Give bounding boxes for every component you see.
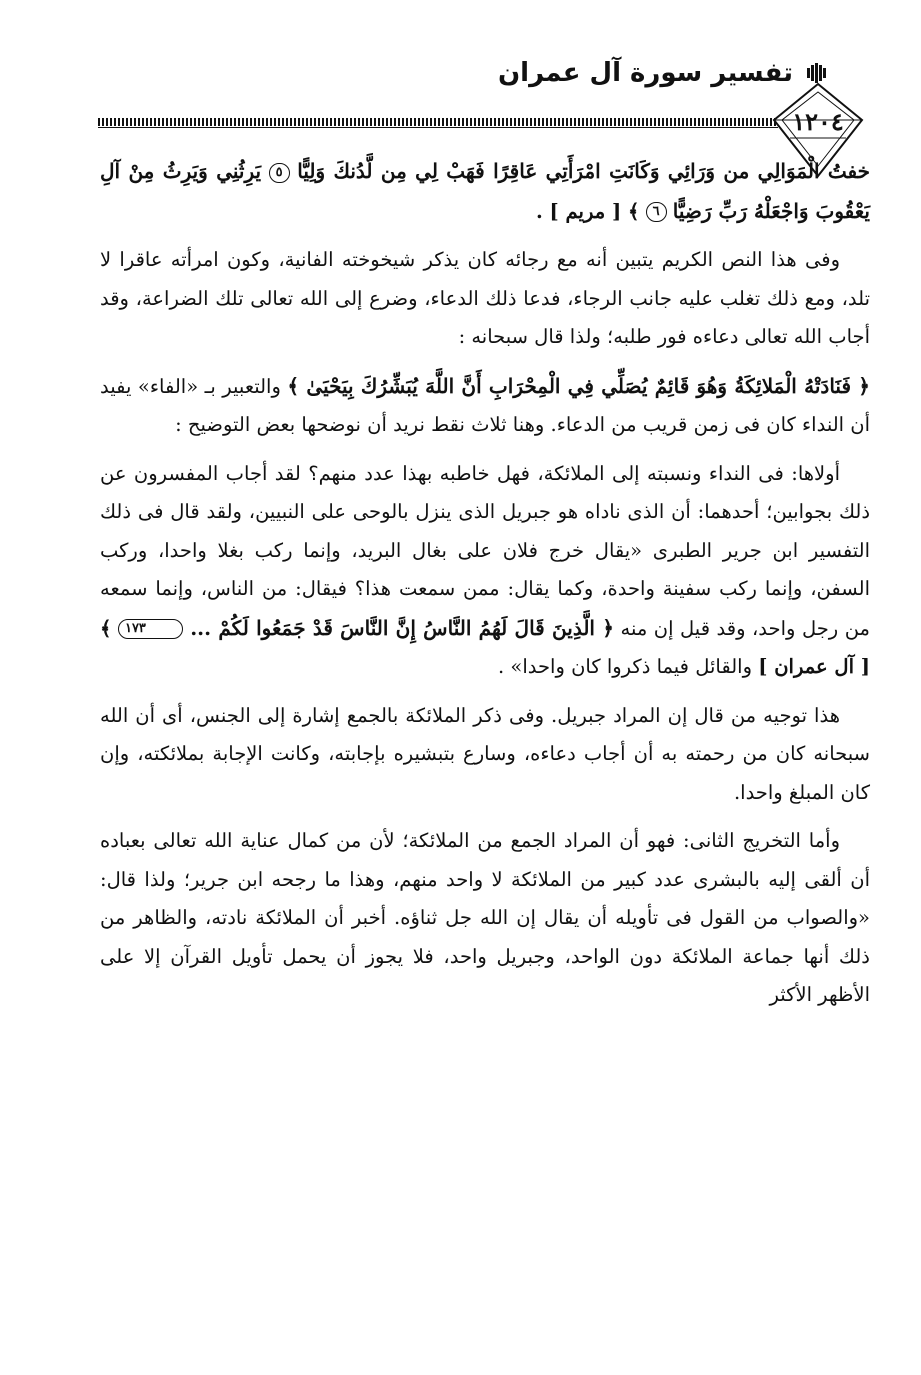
quran-block-maryam [100,152,870,231]
paragraph-text: أولاها: فى النداء ونسبته إلى الملائكة، فهل خاطبه بهذا عدد منهم؟ لقد أجاب المفسرون عن ذلك بجوابين؛ أحدهما: أن الذى ناداه هو جبريل الذى ينزل بالوحى على النبيين، ولقد قال فى ذلك التفسير ابن جرير الطبرى «يقال خرج فلان على بغال البريد، وإنما ركب بغلا واحدا، وركب السفن، وإنما ركب سفينة واحدة، وكما يقال: ممن سمعت هذا؟ فيقال: من الناس، وإنما سمعه من رجل واحد، وقد قيل إن منه [100,461,870,640]
page-number: ١٢٠٤ [792,107,844,136]
ayah-number-marker: ٥ [269,163,290,183]
quran-verse-text: خفتُ الْمَوَالِي من وَرَائِي وَكَانَتِ امْرَأَتِي عَاقِرًا فَهَبْ لِي مِن لَّدُنكَ وَلِيًّا [297,159,871,183]
paragraph-text: والتعبير بـ «الفاء» يفيد أن النداء كان فى زمن قريب من الدعاء. وهنا ثلاث نقط نريد أن نوضحها بعض التوضيح : [100,374,870,436]
paragraph: وفى هذا النص الكريم يتبين أنه مع رجائه كان يذكر شيخوخته الفانية، وكون امرأته عاقرا لا تلد، ومع ذلك تغلب عليه جانب الرجاء، فدعا ذلك الدعاء، وضرع إلى الله تعالى تلك الضراعة، وقد أجاب الله تعالى دعاءه فور طلبه؛ ولذا قال سبحانه : [100,248,870,348]
header-rule-line [98,127,778,128]
quran-verse-text: يَرِثُنِي وَيَرِثُ مِنْ آلِ يَعْقُوبَ وَاجْعَلْهُ رَبِّ رَضِيًّا [100,159,870,223]
ayah-number-marker: ٦ [646,202,667,222]
surah-reference: ﴾ [ آل عمران ] [100,616,870,678]
paragraph-text: والقائل فيما ذكروا كان واحدا» . [498,655,759,678]
ayah-number-marker: ١٧٣ [118,619,183,639]
header-title: تفسير سورة آل عمران [497,58,793,88]
quran-verse-text: ﴿ الَّذِينَ قَالَ لَهُمُ النَّاسُ إِنَّ النَّاسَ قَدْ جَمَعُوا لَكُمْ ... [182,615,614,640]
paragraph [100,455,870,687]
paragraph [100,367,870,445]
header-rule [98,118,778,126]
surah-reference: ﴾ [ مريم ] . [535,199,640,223]
paragraph: وأما التخريج الثانى: فهو أن المراد الجمع من الملائكة؛ لأن من كمال عناية الله تعالى بعباده أن ألقى إليه بالبشرى عدد كبير من الملائكة لا واحد منهم، وهذا ما رجحه ابن جرير؛ ولذا قال: «والصواب من القول فى تأويله أن يقال إن الله جل ثناؤه. أخبر أن الملائكة نادته، والظاهر من ذلك أنها جماعة الملائكة دون الواحد، وجبريل واحد، فلا يجوز أن يحمل تأويل القرآن إلا على الأظهر الأكثر [100,829,870,1006]
paragraph: هذا توجيه من قال إن المراد جبريل. وفى ذكر الملائكة بالجمع إشارة إلى الجنس، أى أن الله سبحانه كان من رحمته به أن أجاب دعاءه، وسارع بتبشيره بإجابته، وكانت الإجابة بملائكته، وإن كان المبلغ واحدا. [100,703,870,804]
page-body [100,152,870,1025]
quran-verse-text: ﴿ فَنَادَتْهُ الْمَلائِكَةُ وَهُوَ قَائِمٌ يُصَلِّي فِي الْمِحْرَابِ أَنَّ اللَّهَ يُبَشِّرُكَ بِيَحْيَىٰ ﴾ [287,373,870,398]
